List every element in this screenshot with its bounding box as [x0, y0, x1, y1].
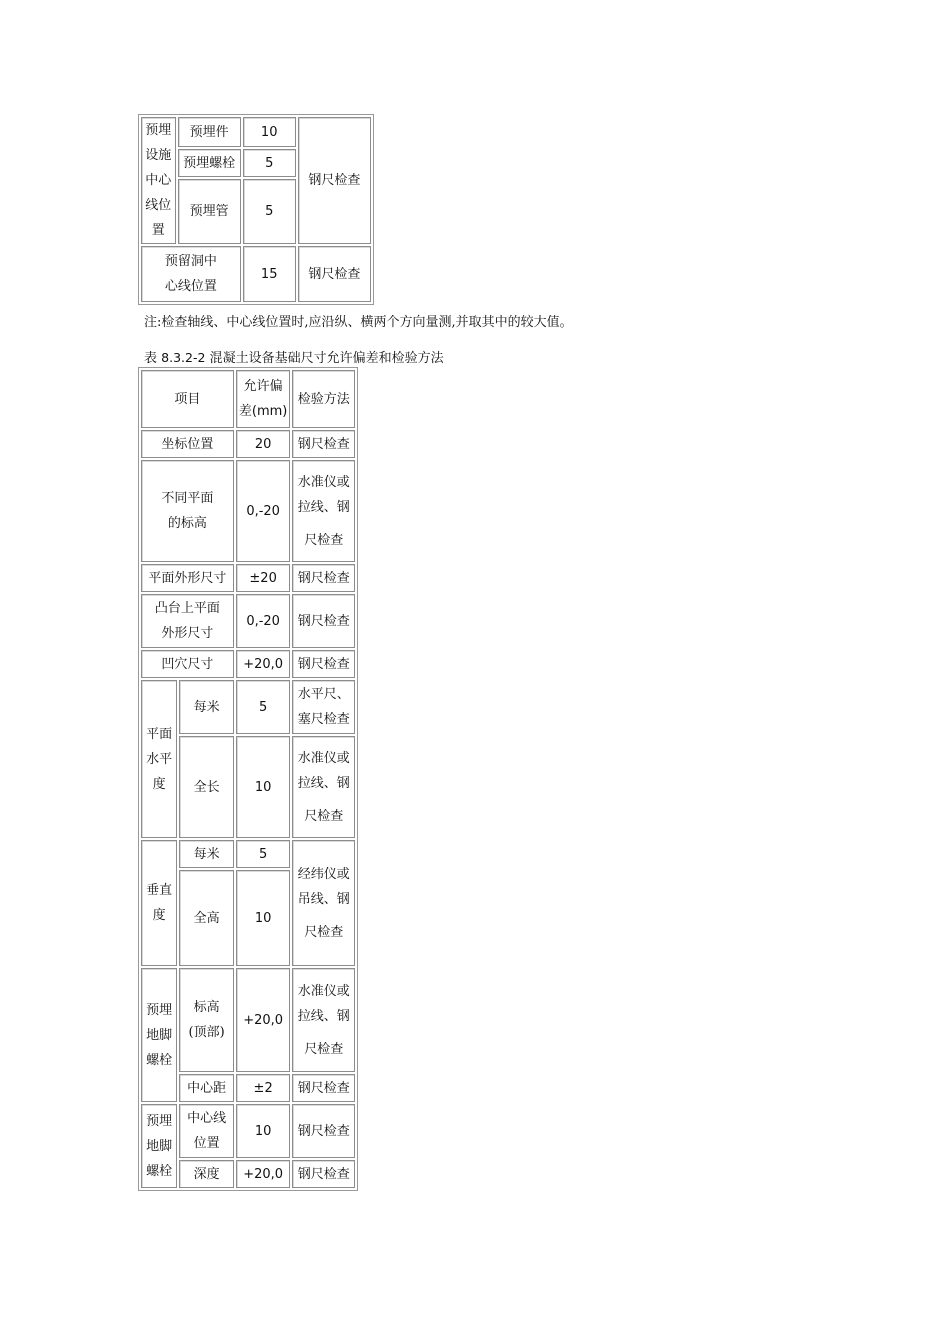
table-row — [141, 430, 355, 458]
tolerance-cell: 15 — [243, 246, 296, 302]
item-cell: 每米 — [179, 680, 234, 734]
table-row — [141, 840, 355, 868]
tolerance-cell: 10 — [236, 1104, 291, 1158]
method-cell: 水准仪或 拉线、钢 尺检查 — [292, 968, 355, 1072]
tolerance-cell: 10 — [236, 870, 291, 966]
item-cell: 全长 — [179, 736, 234, 838]
method-cell: 钢尺检查 — [292, 594, 355, 648]
header-row — [141, 370, 355, 428]
item-cell: 凸台上平面 外形尺寸 — [141, 594, 234, 648]
tolerance-cell: 5 — [236, 680, 291, 734]
table-row — [141, 460, 355, 562]
tolerance-cell: 5 — [243, 179, 296, 244]
group-cell: 预埋 设施 中心 线位 置 — [141, 117, 176, 244]
group-cell: 垂直 度 — [141, 840, 177, 966]
header-tolerance: 允许偏 差(mm) — [236, 370, 291, 428]
item-cell: 预埋管 — [178, 179, 241, 244]
method-cell: 钢尺检查 — [292, 1074, 355, 1102]
item-cell: 预埋件 — [178, 117, 241, 147]
group-cell: 预埋 地脚 螺栓 — [141, 1104, 177, 1188]
table-caption: 表 8.3.2-2 混凝土设备基础尺寸允许偏差和检验方法 — [144, 350, 444, 366]
item-cell: 全高 — [179, 870, 234, 966]
method-cell: 水平尺、 塞尺检查 — [292, 680, 355, 734]
method-cell: 钢尺检查 — [292, 564, 355, 592]
table-row — [141, 1104, 355, 1158]
method-cell: 钢尺检查 — [292, 430, 355, 458]
item-cell: 标高 (顶部) — [179, 968, 234, 1072]
method-cell: 钢尺检查 — [292, 1160, 355, 1188]
item-cell: 坐标位置 — [141, 430, 234, 458]
method-cell: 经纬仪或 吊线、钢 尺检查 — [292, 840, 355, 966]
tolerance-cell: +20,0 — [236, 650, 291, 678]
foundation-tolerance-table — [138, 367, 358, 1191]
tolerance-cell: 10 — [243, 117, 296, 147]
group-cell: 预埋 地脚 螺栓 — [141, 968, 177, 1102]
method-cell: 钢尺检查 — [292, 1104, 355, 1158]
method-cell: 钢尺检查 — [298, 117, 371, 244]
tolerance-cell: 5 — [243, 149, 296, 177]
method-cell: 水准仪或 拉线、钢 尺检查 — [292, 736, 355, 838]
item-cell: 凹穴尺寸 — [141, 650, 234, 678]
tolerance-cell: 0,-20 — [236, 594, 291, 648]
table-row — [141, 968, 355, 1072]
item-cell: 深度 — [179, 1160, 234, 1188]
header-item: 项目 — [141, 370, 234, 428]
item-cell: 不同平面 的标高 — [141, 460, 234, 562]
tolerance-cell: 5 — [236, 840, 291, 868]
table-note: 注:检查轴线、中心线位置时,应沿纵、横两个方向量测,并取其中的较大值。 — [144, 315, 573, 330]
item-cell: 每米 — [179, 840, 234, 868]
item-cell: 预埋螺栓 — [178, 149, 241, 177]
tolerance-cell: +20,0 — [236, 1160, 291, 1188]
method-cell: 水准仪或 拉线、钢 尺检查 — [292, 460, 355, 562]
tolerance-cell: ±20 — [236, 564, 291, 592]
item-cell: 预留洞中 心线位置 — [141, 246, 241, 302]
table-row — [141, 594, 355, 648]
item-cell: 中心距 — [179, 1074, 234, 1102]
tolerance-cell: 10 — [236, 736, 291, 838]
tolerance-cell: 20 — [236, 430, 291, 458]
group-cell: 平面 水平 度 — [141, 680, 177, 838]
table-row — [141, 650, 355, 678]
method-cell: 钢尺检查 — [292, 650, 355, 678]
item-cell: 中心线 位置 — [179, 1104, 234, 1158]
tolerance-cell: +20,0 — [236, 968, 291, 1072]
tolerance-cell: 0,-20 — [236, 460, 291, 562]
method-cell: 钢尺检查 — [298, 246, 371, 302]
tolerance-cell: ±2 — [236, 1074, 291, 1102]
table-row — [141, 564, 355, 592]
header-method: 检验方法 — [292, 370, 355, 428]
embedded-items-table — [138, 114, 374, 305]
item-cell: 平面外形尺寸 — [141, 564, 234, 592]
table-row — [141, 680, 355, 734]
